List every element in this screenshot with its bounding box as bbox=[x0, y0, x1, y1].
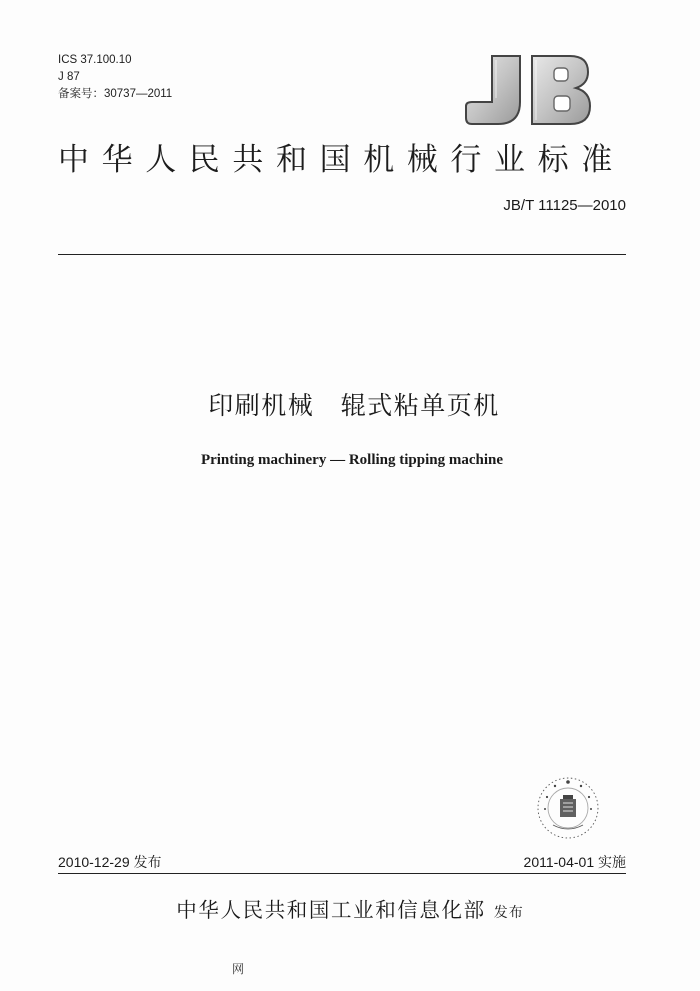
filing-number: 备案号：30737—2011 bbox=[58, 88, 173, 100]
ics-code: ICS 37.100.10 bbox=[58, 54, 132, 66]
document-title-chinese: 印刷机械 辊式粘单页机 bbox=[208, 391, 500, 420]
footer-mark: 网 bbox=[232, 962, 245, 976]
meta-block bbox=[58, 52, 172, 103]
seal-stamp-icon bbox=[533, 773, 603, 843]
publisher-name: 中华人民共和国工业和信息化部 bbox=[176, 898, 486, 922]
publisher-suffix: 发布 bbox=[493, 905, 524, 921]
issue-date: 2010-12-29 发布 bbox=[58, 854, 162, 870]
implementation-date: 2011-04-01 实施 bbox=[523, 854, 626, 870]
publisher-line bbox=[0, 893, 700, 923]
standard-category-title: 中华人民共和国机械行业标准 bbox=[58, 142, 625, 178]
top-divider bbox=[58, 254, 626, 255]
class-code: J 87 bbox=[58, 71, 80, 83]
bottom-divider bbox=[58, 873, 626, 874]
jb-logo-icon bbox=[462, 52, 594, 128]
standard-code: JB/T 11125—2010 bbox=[503, 197, 626, 214]
document-title-english: Printing machinery — Rolling tipping machine bbox=[200, 452, 504, 468]
